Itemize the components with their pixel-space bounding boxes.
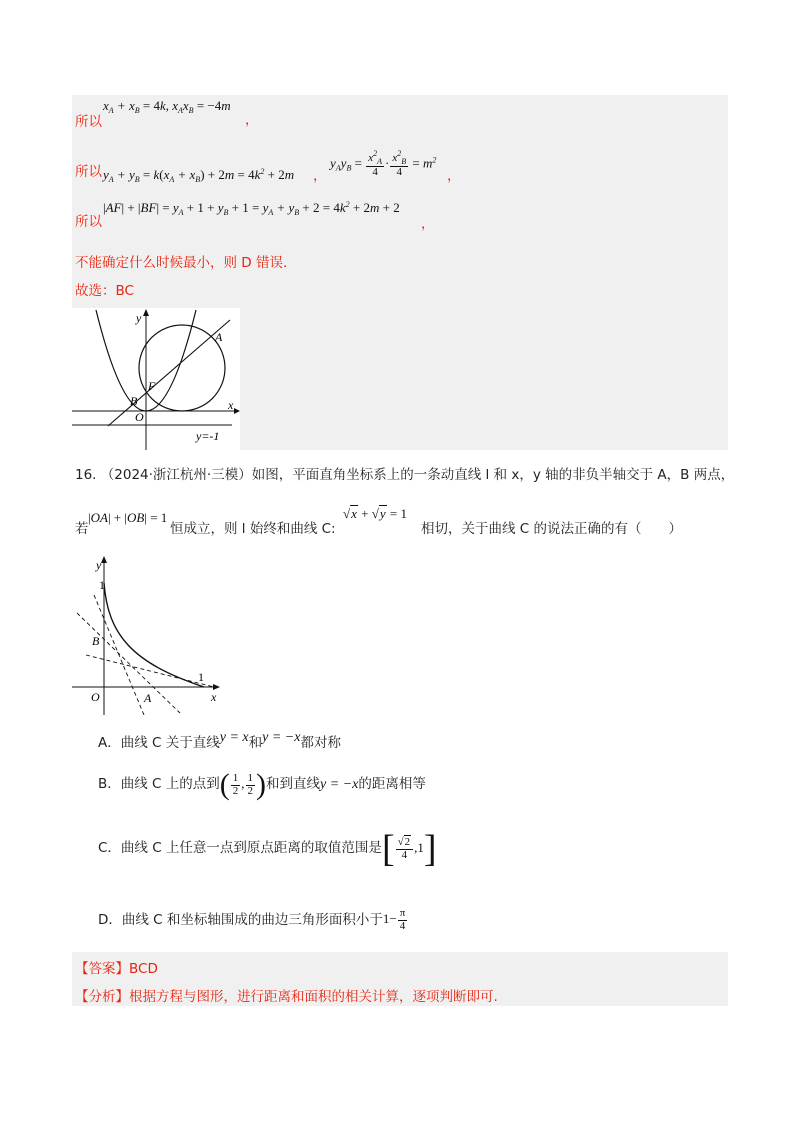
option-a-mid: 和 <box>248 735 263 751</box>
line1-prefix: 所以 <box>75 114 102 130</box>
fig1-point-b: B <box>130 394 138 408</box>
option-c-label: C．曲线 C 上任意一点到原点距离的取值范围是 <box>98 839 382 856</box>
question-source: （2024·浙江杭州·三模） <box>100 467 252 483</box>
analysis-tag: 【分析】 <box>75 989 129 1005</box>
option-a-math-1: y = x <box>219 730 249 745</box>
option-a-label: A．曲线 C 关于直线 <box>98 735 220 751</box>
analysis-line <box>75 985 498 1005</box>
answer-value: BCD <box>129 961 158 977</box>
fig2-point-a: A <box>144 691 152 705</box>
line3-prefix: 所以 <box>75 214 102 230</box>
fig2-origin: O <box>91 690 100 704</box>
option-d-value: 1− $\frac{\pi}{4}$ <box>382 907 406 932</box>
fig2-y-label: y <box>96 558 102 572</box>
line1-formula: $x_A + x_B = 4k$, $x_Ax_B = -4m$ <box>103 98 231 115</box>
fig1-x-label: x <box>228 398 234 412</box>
fig1-point-a: A <box>215 330 223 344</box>
option-b-math: y = −x <box>320 776 359 792</box>
line1-comma: ， <box>245 112 259 128</box>
fig1-y-label: y <box>136 311 142 325</box>
analysis-text: 根据方程与图形，进行距离和面积的相关计算，逐项判断即可. <box>129 989 498 1005</box>
fig2-point-b: B <box>92 634 100 648</box>
option-c <box>98 830 437 868</box>
answer-tag: 【答案】 <box>75 961 129 977</box>
question-text-2c: 相切，关于曲线 C 的说法正确的有（ ） <box>421 521 683 537</box>
line2-comma-2: ， <box>447 168 461 184</box>
solution-choice: 故选：BC <box>75 283 134 299</box>
condition-formula: |OA| + |OB| = 1 <box>88 510 168 525</box>
fig1-point-f: F <box>148 379 156 393</box>
fig1-origin: O <box>135 410 144 424</box>
question-text-2a: 若 <box>75 521 89 537</box>
line3-formula: $|AF| + |BF| = y_A + 1 + y_B + 1 = y_A + y_B + 2 = 4k^2 + 2m + 2$ <box>103 200 400 217</box>
option-b <box>98 770 426 800</box>
question-number: 16. <box>75 467 97 483</box>
option-b-point: ( $\frac{1}{2}$ , $\frac{1}{2}$ ) <box>219 768 267 801</box>
fig2-x-one: 1 <box>198 670 204 684</box>
fig1-directrix-label: y=-1 <box>196 429 220 443</box>
line2-comma-1: ， <box>313 168 327 184</box>
line2-formula-a: $y_A + y_B = k(x_A + x_B) + 2m = 4k^2 + 2m$ <box>103 167 295 184</box>
answer-line <box>75 957 158 977</box>
option-c-range: [ $\frac{√2}{4}$ ,1] <box>381 828 437 870</box>
option-d-label: D．曲线 C 和坐标轴围成的曲边三角形面积小于 <box>98 912 383 929</box>
question-line-1 <box>75 463 734 483</box>
question-line-2 <box>75 506 735 537</box>
fig2-x-label: x <box>211 690 217 704</box>
option-a <box>98 730 341 751</box>
fig2-y-one: 1 <box>99 578 105 592</box>
option-b-label: B．曲线 C 上的点到 <box>98 775 220 792</box>
tangent-curve-figure <box>72 555 222 715</box>
option-a-tail: 都对称 <box>300 735 341 751</box>
parabola-circle-figure <box>72 308 240 450</box>
question-text-2b: 恒成立，则 l 始终和曲线 C: <box>170 521 336 537</box>
line2-prefix: 所以 <box>75 164 102 180</box>
option-d <box>98 908 408 932</box>
option-b-mid: 和到直线 <box>266 775 321 792</box>
line2-formula-b: $y_Ay_B$ = $\frac{x^2_A}{4}$ · $\frac{x^2_B}{4}$ = $m^2$ <box>330 149 437 179</box>
line3-comma: ， <box>421 216 435 232</box>
question-text-1: 如图，平面直角坐标系上的一条动直线 l 和 x，y 轴的非负半轴交于 A，B 两点， <box>251 467 735 483</box>
option-b-tail: 的距离相等 <box>358 775 426 792</box>
option-a-math-2: y = −x <box>262 730 301 745</box>
curve-formula: √x + √y = 1 <box>343 506 408 521</box>
solution-conclusion: 不能确定什么时候最小，则 D 错误. <box>75 255 288 271</box>
